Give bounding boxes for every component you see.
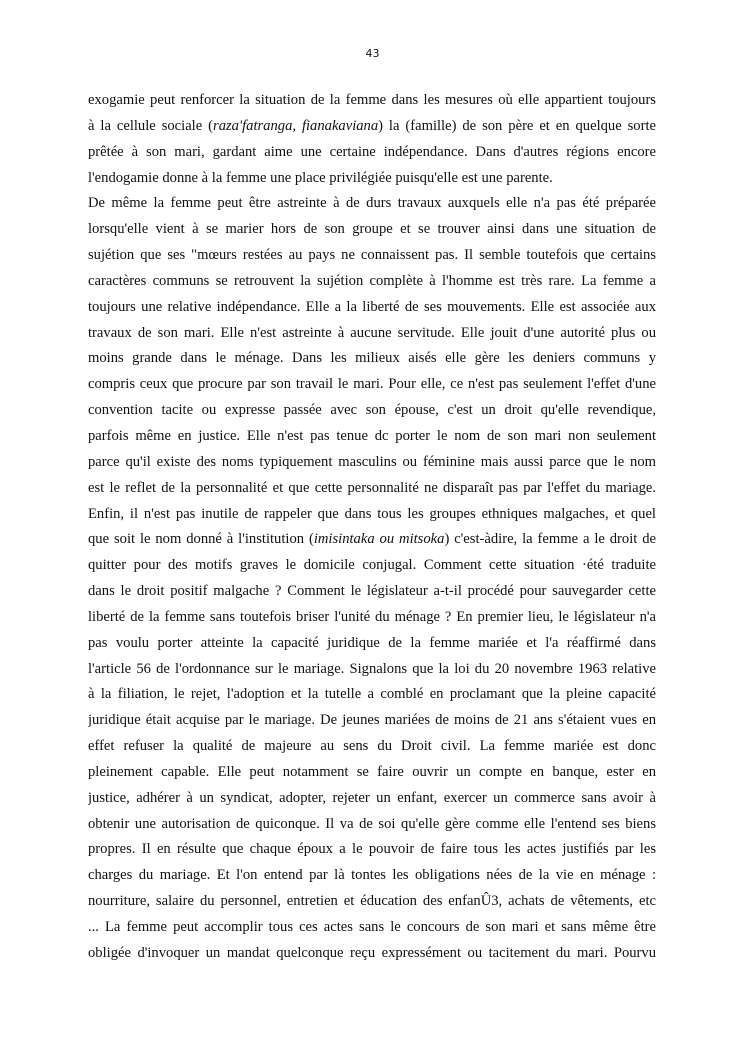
text-line: Enfin, il n'est pas inutile de rappeler que dans tous les groupes ethniques malgaches, et quel — [88, 505, 656, 522]
text-line: compris ceux que procure par son travail le mari. Pour elle, ce n'est pas seulement l'effet d'une — [88, 376, 656, 393]
text-line: exogamie peut renforcer la situation de la femme dans les mesures où elle appartient toujours — [88, 92, 656, 108]
text-line: moins grande dans le ménage. Dans les milieux aisés elle gère les deniers communs y — [88, 350, 656, 367]
text-line: que soit le nom donné à l'institution (imisintaka ou mitsoka) c'est-àdire, la femme a le droit de — [88, 531, 656, 548]
text-line: sujétion que ses "mœurs restées au pays ne connaissent pas. Il semble toutefois que certains — [88, 247, 656, 264]
body-text — [88, 88, 656, 967]
text-line: De même la femme peut être astreinte à de durs travaux auxquels elle n'a pas été préparée — [88, 195, 656, 212]
text-line: nourriture, salaire du personnel, entretien et éducation des enfanÛ3, achats de vêtements, etc — [88, 893, 656, 910]
text-line: travaux de son mari. Elle n'est astreinte à aucune servitude. Elle jouit d'une autorité plus ou — [88, 324, 656, 341]
text-line: à la cellule sociale (raza'fatranga, fianakaviana) la (famille) de son père et en quelque sorte — [88, 117, 656, 134]
text-line: pleinement capable. Elle peut notamment se faire ouvrir un compte en banque, ester en — [88, 763, 656, 780]
text-line: à la filiation, le rejet, l'adoption et la tutelle a comblé en proclamant que la pleine capacité — [88, 686, 656, 703]
text-line: est le reflet de la personnalité et que cette personnalité ne disparaît pas par l'effet du mariage. — [88, 479, 656, 496]
text-line: effet refuser la qualité de majeure au sens du Droit civil. La femme mariée est donc — [88, 738, 656, 755]
text-line: l'endogamie donne à la femme une place privilégiée puisqu'elle est une parente. — [88, 169, 553, 186]
text-line: parfois même en justice. Elle n'est pas tenue dc porter le nom de son mari non seulement — [88, 427, 656, 444]
italic-term: raza'fatranga, fianakaviana — [213, 117, 379, 134]
text-line: liberté de la femme sans toutefois briser l'unité du ménage ? En premier lieu, le législateur n'a — [88, 608, 656, 625]
text-line: quitter pour des motifs graves le domicile conjugal. Comment cette situation ·été traduite — [88, 557, 656, 574]
text-line: dans le droit positif malgache ? Comment le législateur a-t-il procédé pour sauvegarder cette — [88, 583, 656, 600]
text-line: justice, adhérer à un syndicat, adopter, rejeter un enfant, exercer un commerce sans avoir à — [88, 789, 656, 806]
text-line: l'article 56 de l'ordonnance sur le mariage. Signalons que la loi du 20 novembre 1963 relative — [88, 660, 656, 677]
text-line: parce qu'il existe des noms typiquement masculins ou féminine mais aussi parce que le nom — [88, 453, 656, 470]
page-number: 43 — [365, 47, 380, 60]
text-line: caractères communs se retrouvent la sujétion complète à l'homme est très rare. La femme a — [88, 272, 656, 289]
text-line: toujours une relative indépendance. Elle a la liberté de ses mouvements. Elle est associée aux — [88, 298, 656, 315]
text-line: juridique était acquise par le mariage. De jeunes mariées de moins de 21 ans s'étaient vues en — [88, 712, 656, 729]
text-line: charges du mariage. Et l'on entend par là tontes les obligations nées de la vie en ménage : — [88, 867, 656, 884]
text-line: propres. Il en résulte que chaque époux a le pouvoir de faire tous les actes justifiés par les — [88, 841, 656, 858]
text-line: ... La femme peut accomplir tous ces actes sans le concours de son mari et sans même être — [88, 919, 656, 935]
text-line: prêtée à son mari, gardant aime une certaine indépendance. Dans d'autres régions encore — [88, 143, 656, 160]
text-line: pas voulu porter atteinte la capacité juridique de la femme mariée et l'a réaffirmé dans — [88, 634, 656, 651]
text-line: obligée d'invoquer un mandat quelconque reçu expressément ou tacitement du mari. Pourvu — [88, 944, 656, 961]
text-line: obtenir une autorisation de quiconque. Il va de soi qu'elle gère comme elle l'entend ses biens — [88, 815, 656, 832]
text-line: convention tacite ou expresse passée avec son épouse, c'est un droit qu'elle revendique, — [88, 402, 656, 419]
italic-term: imisintaka ou mitsoka — [313, 531, 445, 548]
text-line: lorsqu'elle vient à se marier hors de son groupe et se trouver ainsi dans une situation de — [88, 221, 656, 238]
